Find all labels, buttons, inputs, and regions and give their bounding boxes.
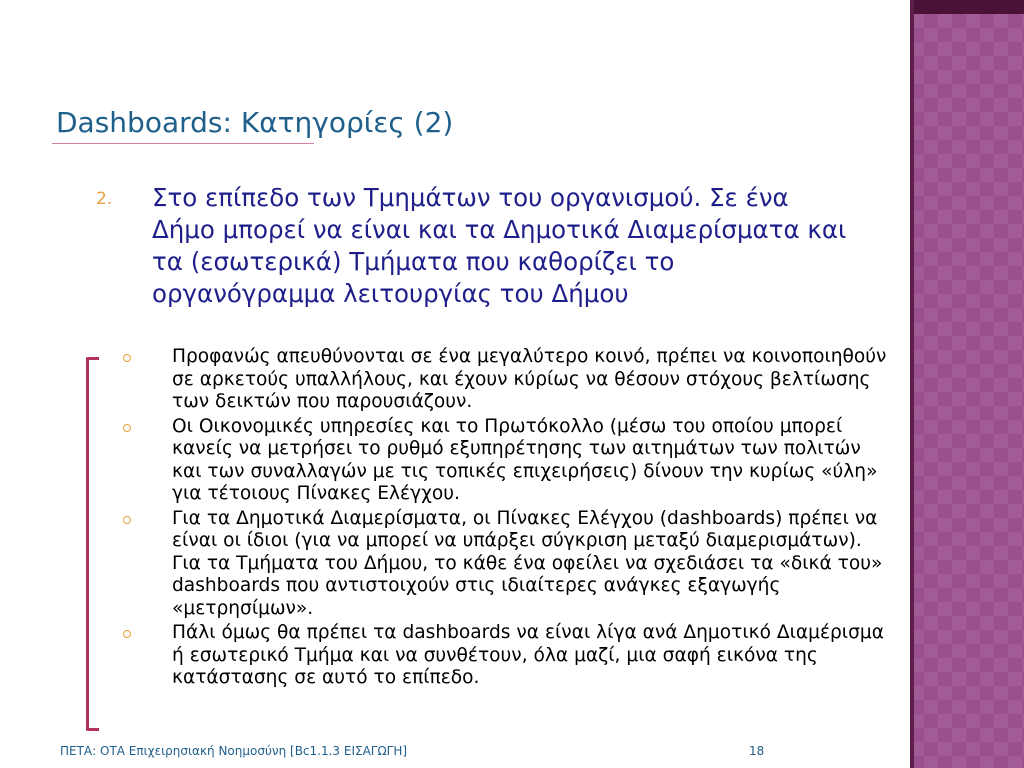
list-item	[118, 416, 888, 506]
bullet-text: Πάλι όμως θα πρέπει τα dashboards να είναι λίγα ανά Δημοτικό Διαμέρισμα ή εσωτερικό Τμήμα και να συνθέτουν, όλα μαζί, μια σαφή εικόνα της κατάστασης σε αυτό το επίπεδο.	[172, 622, 884, 688]
list-item	[118, 508, 888, 621]
circle-bullet-icon	[123, 424, 131, 432]
bracket-decoration	[86, 357, 99, 731]
footer-text: ΠΕΤΑ: ΟΤΑ Επιχειρησιακή Νοημοσύνη [Bc1.1.3 ΕΙΣΑΓΩΓΗ]	[60, 744, 408, 758]
circle-bullet-icon	[123, 630, 131, 638]
bullet-text: Οι Οικονομικές υπηρεσίες και το Πρωτόκολλο (μέσω του οποίου μπορεί κανείς να μετρήσει το ρυθμό εξυπηρέτησης των αιτημάτων των πολιτών και των συναλλαγών με τις τοπικές επιχειρήσεις) δίνουν την κυρίως «ύλη» για τέτοιους Πίνακες Ελέγχου.	[172, 415, 878, 504]
circle-bullet-icon	[123, 354, 131, 362]
level1-number: 2.	[96, 189, 113, 209]
slide-number: 18	[749, 744, 765, 758]
side-band-edge	[910, 0, 914, 768]
list-item	[118, 346, 888, 414]
side-band-top-strip	[910, 0, 1024, 14]
list-item	[118, 622, 888, 690]
bullet-text: Προφανώς απευθύνονται σε ένα μεγαλύτερο κοινό, πρέπει να κοινοποιηθούν σε αρκετούς υπαλλήλους, και έχουν κύρίως να θέσουν στόχους βελτίωσης των δεικτών που παρουσιάζουν.	[172, 346, 887, 412]
slide-title: Dashboards: Κατηγορίες (2)	[56, 106, 454, 139]
bullet-text: Για τα Δημοτικά Διαμερίσματα, οι Πίνακες Ελέγχου (dashboards) πρέπει να είναι οι ίδιοι (για να μπορεί να υπάρξει σύγκριση μεταξύ διαμερισμάτων). Για τα Τμήματα του Δήμου, το κάθε ένα οφείλει να σχεδιάσει τα «δικά του» dashboards που αντιστοιχούν στις ιδιαίτερες ανάγκες εξαγωγής «μετρησίμων».	[172, 507, 883, 619]
bullet-list	[118, 346, 888, 692]
circle-bullet-icon	[123, 516, 131, 524]
title-underline	[52, 143, 314, 144]
decorative-side-band	[910, 0, 1024, 768]
level1-text: Στο επίπεδο των Τμημάτων του οργανισμού. Σε ένα Δήμο μπορεί να είναι και τα Δημοτικά Διαμερίσματα και τα (εσωτερικά) Τμήματα που καθορίζει το οργανόγραμμα λειτουργίας του Δήμου	[152, 183, 847, 308]
